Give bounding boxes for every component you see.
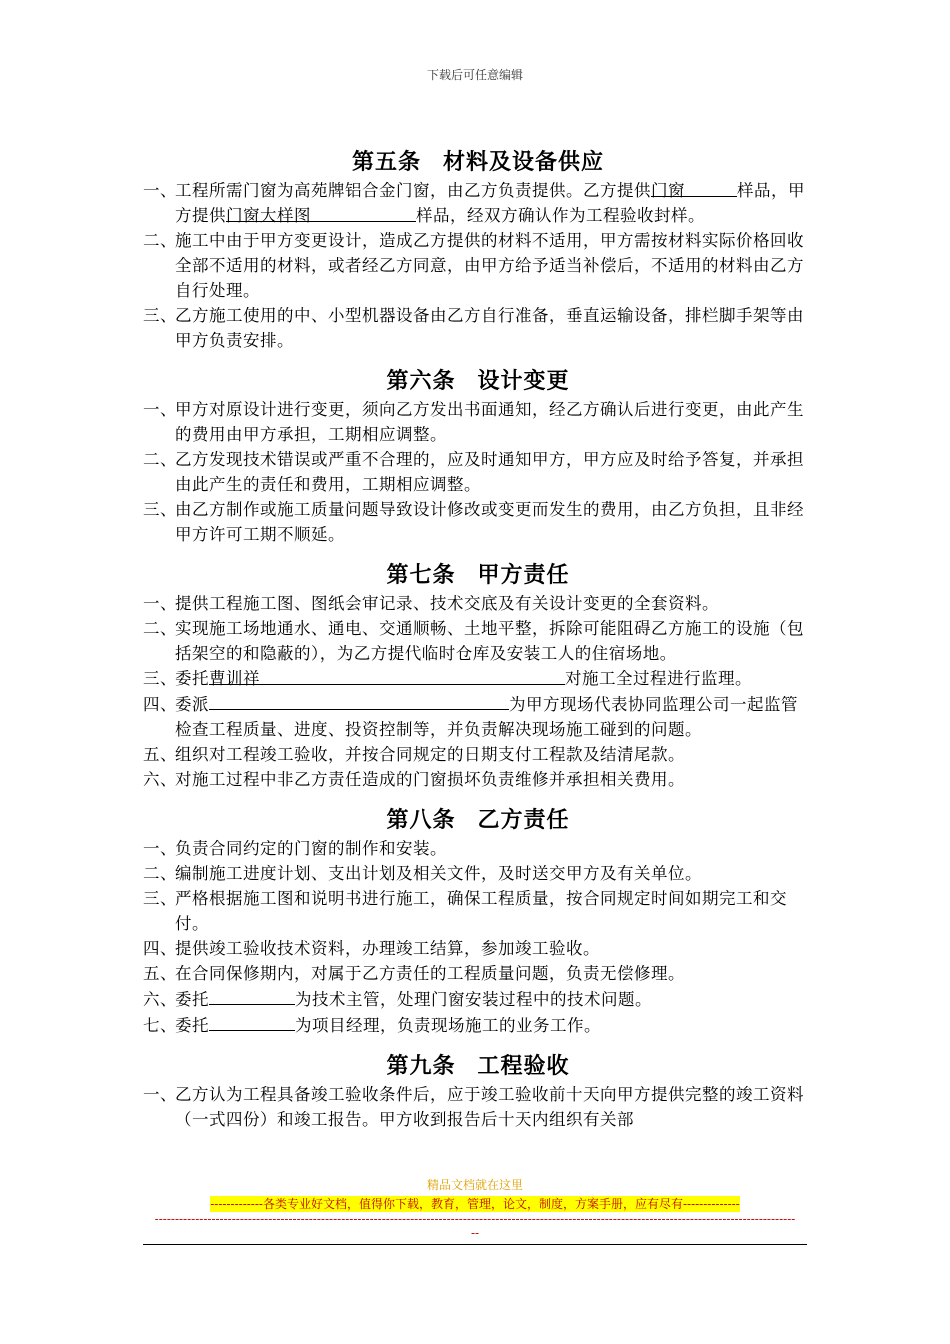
- clause: [143, 986, 813, 1012]
- clause-number: 一、: [143, 839, 177, 858]
- footer-promo: -------------各类专业好文档，值得你下载，教育，管理，论文，制度，方案手册，应有尽有--------------: [210, 1197, 740, 1211]
- article-title: [143, 561, 813, 589]
- clause-text: 实现施工场地通水、通电、交通顺畅、土地平整，拆除可能阻碍乙方施工的设施（包括架空的和隐蔽的），为乙方提代临时仓库及安装工人的住宿场地。: [175, 619, 804, 663]
- clause-number: 三、: [143, 669, 177, 688]
- clause-number: 二、: [143, 864, 177, 883]
- clause-number: 五、: [143, 745, 177, 764]
- clause-number: 三、: [143, 306, 177, 325]
- clause: [143, 178, 813, 228]
- clause-text: 负责合同约定的门窗的制作和安装。: [175, 839, 447, 858]
- clause-number: 四、: [143, 695, 177, 714]
- article-number: 第五条: [351, 149, 421, 175]
- clause-number: 二、: [143, 231, 177, 250]
- clause-text: 在合同保修期内，对属于乙方责任的工程质量问题，负责无偿修理。: [175, 964, 685, 983]
- clause-number: 一、: [143, 181, 177, 200]
- clause-text: 提供工程施工图、图纸会审记录、技术交底及有关设计变更的全套资料。: [175, 594, 719, 613]
- clause-text: 乙方发现技术错误或严重不合理的，应及时通知甲方，甲方应及时给予答复，并承担由此产生的责任和费用，工期相应调整。: [175, 450, 804, 494]
- fill-in-blank: 曹训祥: [209, 666, 565, 685]
- clause: [143, 666, 813, 691]
- clause: [143, 691, 813, 742]
- clause-number: 四、: [143, 939, 177, 958]
- article-number: 第七条: [386, 562, 456, 588]
- clause: [143, 1082, 813, 1132]
- clause: [143, 861, 813, 886]
- clause: [143, 961, 813, 986]
- clause-text: 严格根据施工图和说明书进行施工，确保工程质量，按合同规定时间如期完工和交付。: [175, 889, 787, 933]
- article-title: [143, 1052, 813, 1080]
- article-section: [143, 561, 813, 792]
- clause-text: 样品，甲方提供: [175, 181, 805, 225]
- clause-text: 为技术主管，处理门窗安装过程中的技术问题。: [295, 990, 652, 1009]
- clause: [143, 447, 813, 497]
- clause-text: 组织对工程竣工验收，并按合同规定的日期支付工程款及结清尾款。: [175, 745, 685, 764]
- clause-text: 对施工过程中非乙方责任造成的门窗损坏负责维修并承担相关费用。: [175, 770, 685, 789]
- clause: [143, 616, 813, 666]
- clause-number: 三、: [143, 889, 177, 908]
- article-title: [143, 806, 813, 834]
- clause-number: 一、: [143, 400, 177, 419]
- clause: [143, 836, 813, 861]
- clause-text: 由乙方制作或施工质量问题导致设计修改或变更而发生的费用，由乙方负担，且非经甲方许可工期不顺延。: [175, 500, 804, 544]
- clause-number: 一、: [143, 1085, 177, 1104]
- clause-number: 二、: [143, 619, 177, 638]
- article-heading: 工程验收: [477, 1053, 570, 1079]
- article-title: [143, 367, 813, 395]
- clause-text: 对施工全过程进行监理。: [565, 669, 752, 688]
- footer-rule: [143, 1244, 807, 1245]
- article-title: [143, 148, 813, 176]
- clause: [143, 742, 813, 767]
- clause: [143, 767, 813, 792]
- clause-number: 三、: [143, 500, 177, 519]
- article-number: 第九条: [386, 1053, 456, 1079]
- clause-text: 委托: [175, 990, 209, 1009]
- article-heading: 乙方责任: [477, 807, 570, 833]
- clause: [143, 228, 813, 303]
- clause-number: 五、: [143, 964, 177, 983]
- article-number: 第六条: [386, 368, 456, 394]
- clause-text: 提供竣工验收技术资料，办理竣工结算，参加竣工验收。: [175, 939, 600, 958]
- footer-banner: [143, 1177, 807, 1240]
- article-section: [143, 367, 813, 547]
- clause: [143, 936, 813, 961]
- clause-text: 乙方认为工程具备竣工验收条件后，应于竣工验收前十天向甲方提供完整的竣工资料（一式四份）和竣工报告。甲方收到报告后十天内组织有关部: [175, 1085, 804, 1129]
- clause-number: 六、: [143, 770, 177, 789]
- article-section: [143, 806, 813, 1038]
- article-section: [143, 148, 813, 353]
- article-heading: 材料及设备供应: [443, 149, 605, 175]
- clause: [143, 591, 813, 616]
- clause: [143, 497, 813, 547]
- clause-text: 编制施工进度计划、支出计划及相关文件，及时送交甲方及有关单位。: [175, 864, 702, 883]
- clause-number: 六、: [143, 990, 177, 1009]
- clause-text: 为甲方现场代表协同监理公司一起监管检查工程质量、进度、投资控制等，并负责解决现场施工碰到的问题。: [175, 695, 798, 739]
- clause-text: 为项目经理，负责现场施工的业务工作。: [295, 1016, 601, 1035]
- clause: [143, 303, 813, 353]
- clause-number: 七、: [143, 1016, 177, 1035]
- fill-in-blank: [209, 986, 295, 1005]
- clause-text: 委托: [175, 1016, 209, 1035]
- contract-body: [143, 140, 813, 1146]
- clause: [143, 397, 813, 447]
- clause-text: 施工中由于甲方变更设计，造成乙方提供的材料不适用，甲方需按材料实际价格回收全部不适用的材料，或者经乙方同意，由甲方给予适当补偿后，不适用的材料由乙方自行处理。: [175, 231, 804, 300]
- clause: [143, 1012, 813, 1038]
- footer-tagline: 精品文档就在这里: [426, 1178, 523, 1192]
- clause-text: 工程所需门窗为高苑牌铝合金门窗，由乙方负责提供。乙方提供: [175, 181, 651, 200]
- clause-text: 委派: [175, 695, 209, 714]
- article-number: 第八条: [386, 807, 456, 833]
- clause: [143, 886, 813, 936]
- clause-number: 一、: [143, 594, 177, 613]
- page-header: 下载后可任意编辑: [426, 68, 523, 82]
- footer-dash-line: --------------------------------------------------------------------------------------------------------------------------------------------------------------: [154, 1212, 796, 1226]
- clause-text: 委托: [175, 669, 209, 688]
- article-section: [143, 1052, 813, 1132]
- fill-in-blank: [209, 1012, 295, 1031]
- clause-text: 甲方对原设计进行变更，须向乙方发出书面通知，经乙方确认后进行变更，由此产生的费用由甲方承担，工期相应调整。: [175, 400, 804, 444]
- fill-in-blank: [209, 691, 509, 710]
- article-heading: 设计变更: [477, 368, 570, 394]
- fill-in-blank: 门窗大样图: [226, 203, 416, 222]
- clause-text: 乙方施工使用的中、小型机器设备由乙方自行准备，垂直运输设备，排栏脚手架等由甲方负责安排。: [175, 306, 804, 350]
- footer-dash-end: --: [470, 1226, 480, 1240]
- fill-in-blank: 门窗: [651, 178, 737, 197]
- clause-text: 样品，经双方确认作为工程验收封样。: [416, 206, 705, 225]
- clause-number: 二、: [143, 450, 177, 469]
- article-heading: 甲方责任: [477, 562, 570, 588]
